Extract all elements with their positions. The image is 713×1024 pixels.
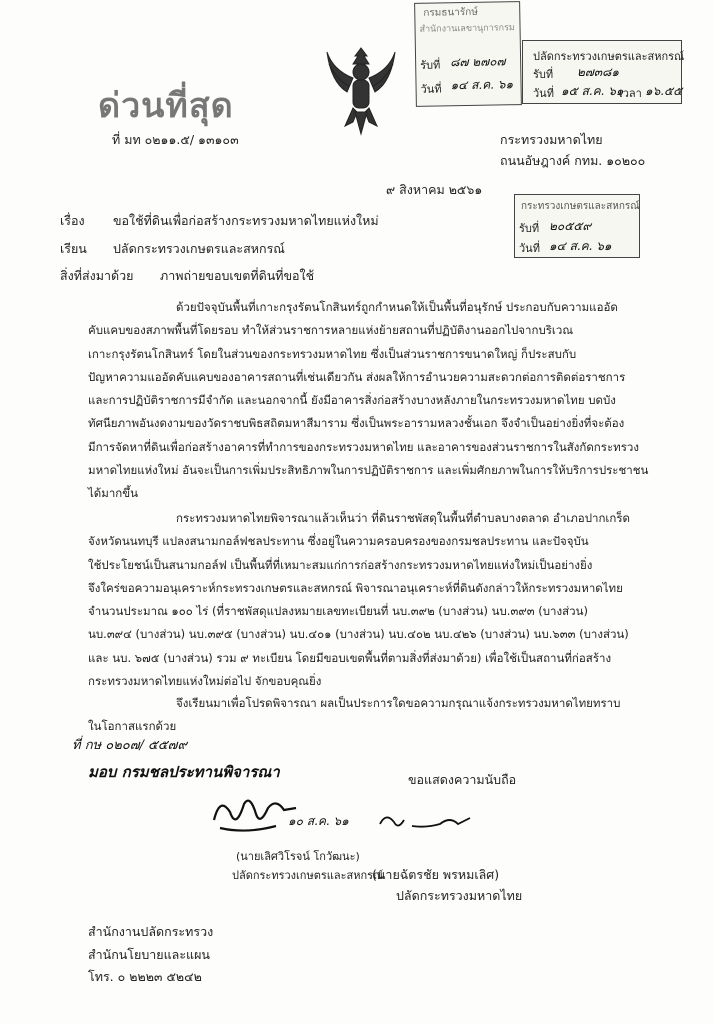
receiving-stamp-3 xyxy=(514,194,640,258)
paragraph-2-line: นบ.๓๙๔ (บางส่วน) นบ.๓๙๕ (บางส่วน) นบ.๔๐๑ (บางส่วน) นบ.๔๐๒ นบ.๔๒๖ (บางส่วน) นบ.๖๓๓ (บางส่วน) xyxy=(88,627,629,642)
enclosure: ภาพถ่ายขอบเขตที่ดินที่ขอใช้ xyxy=(160,268,315,283)
paragraph-1 xyxy=(88,296,663,506)
paragraph-2 xyxy=(88,507,663,693)
stamp2-date-label: วันที่ xyxy=(533,87,554,100)
stamp1-recv-value: ๘๗ ๒๗๐๗ xyxy=(450,54,506,70)
sender-org: กระทรวงมหาดไทย xyxy=(500,132,603,147)
signature-date-note: ๑๐ ส.ค. ๖๑ xyxy=(288,814,349,828)
subject-label: เรื่อง xyxy=(60,213,85,228)
paragraph-1-line: ปัญหาความแออัดคับแคบของอาคารสถานที่เช่นเดียวกัน ส่งผลให้การอำนวยความสะดวกต่อการติดต่อราชการ xyxy=(88,369,626,384)
stamp3-date-label: วันที่ xyxy=(519,242,540,255)
stamp2-time-label: เวลา xyxy=(619,87,642,100)
to-label: เรียน xyxy=(60,241,87,256)
stamp1-date-label: วันที่ xyxy=(420,82,442,96)
paragraph-1-line: เกาะกรุงรัตนโกสินทร์ โดยในส่วนของกระทรวงมหาดไทย ซึ่งเป็นส่วนราชการขนาดใหญ่ ก็ประสบกับ xyxy=(88,346,577,361)
document-number: ที่ มท ๐๒๑๑.๕/ ๑๓๑๐๓ xyxy=(112,132,239,147)
receiving-stamp-2 xyxy=(522,40,685,104)
urgency-label: ด่วนที่สุด xyxy=(98,86,234,126)
paragraph-1-line: ทัศนียภาพอันงดงามของวัดราชบพิธสถิตมหาสีมาราม ซึ่งเป็นพระอารามหลวงชั้นเอก จึงจำเป็นอย่างยิ่งที่จะต้อง xyxy=(88,416,625,431)
stamp1-subtitle: สำนักงานเลขานุการกรม xyxy=(419,23,515,35)
paragraph-3: จึงเรียนมาเพื่อโปรดพิจารณา ผลเป็นประการใดขอความกรุณาแจ้งกระทรวงมหาดไทยทราบ xyxy=(176,696,621,710)
stamp1-recv-label: รับที่ xyxy=(420,58,441,72)
paragraph-2-line: กระทรวงมหาดไทยพิจารณาแล้วเห็นว่า ที่ดินราชพัสดุในพื้นที่ตำบลบางตลาด อำเภอปากเกร็ด xyxy=(176,511,630,525)
signer-left-name: (นายเลิศวิโรจน์ โกวัฒนะ) xyxy=(236,850,360,863)
paragraph-2-line: จึงใคร่ขอความอนุเคราะห์กระทรวงเกษตรและสหกรณ์ พิจารณาอนุเคราะห์ที่ดินดังกล่าวให้กระทรวงมหาดไทย xyxy=(88,580,623,595)
paragraph-2-line: กระทรวงมหาดไทยแห่งใหม่ต่อไป จักขอบคุณยิ่ง xyxy=(88,674,322,689)
stamp2-recv-label: รับที่ xyxy=(533,68,554,81)
footer-division: สำนักนโยบายและแผน xyxy=(88,947,210,962)
enclosure-label: สิ่งที่ส่งมาด้วย xyxy=(60,268,134,283)
paragraph-1-line: และการปฏิบัติราชการมีจำกัด และนอกจากนี้ ยังมีอาคารสิ่งก่อสร้างบางหลังภายในกระทรวงมหาดไทย บดบัง xyxy=(88,393,616,408)
paragraph-1-line: คับแคบของสภาพพื้นที่โดยรอบ ทำให้ส่วนราชการหลายแห่งย้ายสถานที่ปฏิบัติงานออกไปจากบริเวณ xyxy=(88,323,573,338)
handwritten-reference: ที่ กษ ๐๒๐๗/ ๕๕๗๙ xyxy=(72,738,187,753)
paragraph-2-line: จังหวัดนนทบุรี แปลงสนามกอล์ฟชลประทาน ซึ่งอยู่ในความครอบครองของกรมชลประทาน และปัจจุบัน xyxy=(88,534,589,549)
closing: ขอแสดงความนับถือ xyxy=(408,772,517,787)
receiving-stamp-1 xyxy=(414,1,522,107)
paragraph-1-line: ด้วยปัจจุบันพื้นที่เกาะกรุงรัตนโกสินทร์ถูกกำหนดให้เป็นพื้นที่อนุรักษ์ ประกอบกับความแออัด xyxy=(176,300,618,314)
paragraph-2-line: ใช้ประโยชน์เป็นสนามกอล์ฟ เป็นพื้นที่ที่เหมาะสมแก่การก่อสร้างกระทรวงมหาดไทยแห่งใหม่เป็นอย่างยิ่ง xyxy=(88,557,593,572)
document-date: ๙ สิงหาคม ๒๕๖๑ xyxy=(386,182,483,197)
recipient: ปลัดกระทรวงเกษตรและสหกรณ์ xyxy=(113,241,285,256)
stamp3-title: กระทรวงเกษตรและสหกรณ์ xyxy=(521,201,640,212)
paragraph-1-line: มีการจัดหาที่ดินเพื่อก่อสร้างอาคารที่ทำการของกระทรวงมหาดไทย และอาคารของส่วนราชการในสังกัดกระทรวง xyxy=(88,439,639,454)
footer-office: สำนักงานปลัดกระทรวง xyxy=(88,924,214,939)
stamp3-recv-label: รับที่ xyxy=(519,222,540,235)
sender-address: ถนนอัษฎางค์ กทม. ๑๐๒๐๐ xyxy=(500,153,646,168)
paragraph-3-cont: ในโอกาสแรกด้วย xyxy=(88,719,177,733)
signer-left-title: ปลัดกระทรวงเกษตรและสหกรณ์ xyxy=(232,869,384,882)
paragraph-1-line: ได้มากขึ้น xyxy=(88,486,138,501)
subject: ขอใช้ที่ดินเพื่อก่อสร้างกระทรวงมหาดไทยแห่งใหม่ xyxy=(113,213,379,228)
paragraph-1-line: มหาดไทยแห่งใหม่ อันจะเป็นการเพิ่มประสิทธิภาพในการปฏิบัติราชการ และเพิ่มศักยภาพในการให้บริการประชาชน xyxy=(88,463,649,478)
stamp1-title: กรมธนารักษ์ xyxy=(423,6,478,19)
footer-phone: โทร. ๐ ๒๒๒๓ ๕๒๔๒ xyxy=(88,969,202,984)
signer-right-name: (นายฉัตรชัย พรหมเลิศ) xyxy=(372,867,500,882)
signer-right-title: ปลัดกระทรวงมหาดไทย xyxy=(396,888,523,903)
paragraph-2-line: และ นบ. ๖๗๕ (บางส่วน) รวม ๙ ทะเบียน โดยมีขอบเขตพื้นที่ตามสิ่งที่ส่งมาด้วย) เพื่อใช้เป็นสถานที่ก่อสร้าง xyxy=(88,650,612,665)
handwritten-note: มอบ กรมชลประทานพิจารณา xyxy=(88,763,280,781)
paragraph-2-line: จำนวนประมาณ ๑๐๐ ไร่ (ที่ราชพัสดุแปลงหมายเลขทะเบียนที่ นบ.๓๙๒ (บางส่วน) นบ.๓๙๓ (บางส่วน) xyxy=(88,604,588,619)
stamp3-recv-value: ๒๐๕๕๙ xyxy=(549,219,592,233)
garuda-emblem-icon xyxy=(323,42,399,138)
stamp2-recv-value: ๒๗๓๘๑ xyxy=(577,65,620,79)
stamp1-date-value: ๑๔ ส.ค. ๖๑ xyxy=(450,77,514,93)
stamp3-date-value: ๑๔ ส.ค. ๖๑ xyxy=(549,239,612,253)
stamp2-title: ปลัดกระทรวงเกษตรและสหกรณ์ xyxy=(533,50,685,63)
stamp2-time-value: ๑๖.๕๕ xyxy=(645,84,683,98)
stamp2-date-value: ๑๕ ส.ค. ๖๑ xyxy=(561,84,624,98)
signature-right xyxy=(374,810,484,836)
